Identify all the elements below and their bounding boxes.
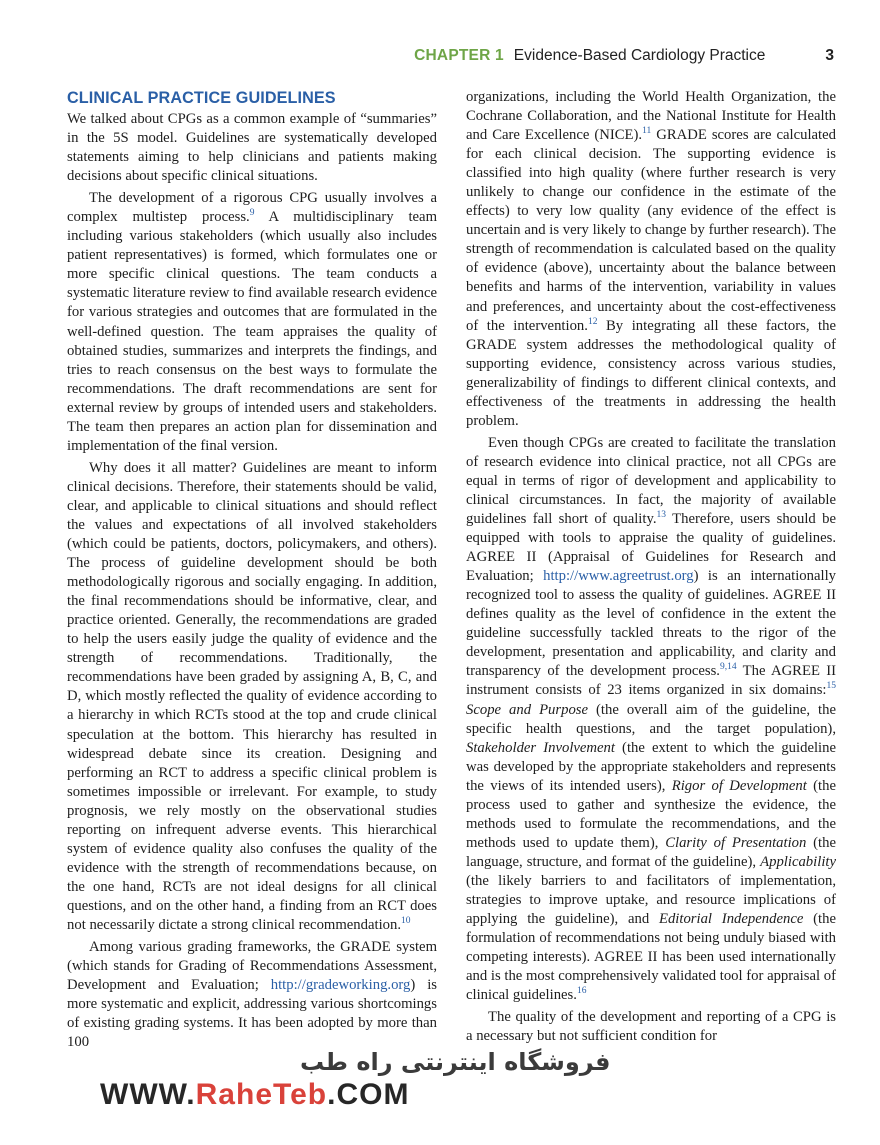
reference-marker[interactable]: 15: [826, 681, 836, 692]
running-header: [414, 47, 834, 65]
reference-marker[interactable]: 16: [576, 986, 587, 997]
reference-marker[interactable]: 13: [656, 510, 667, 521]
reference-marker[interactable]: 12: [587, 316, 598, 327]
watermark: WWW.RaheTeb.COM: [100, 1078, 410, 1111]
domain-term: Stakeholder Involvement: [466, 739, 615, 756]
reference-marker[interactable]: 11: [642, 126, 652, 137]
reference-marker[interactable]: 9: [249, 208, 255, 219]
reference-marker[interactable]: 9,14: [719, 662, 737, 673]
chapter-title: Evidence-Based Cardiology Practice: [513, 47, 766, 64]
paragraph: Even though CPGs are created to facilitate the translation of research evidence into clinical practice, not all CPGs are equal in terms of rigor of development and applicability to clinical circumstances. In fact, the majority of available guidelines fall short of quality.$^{13}$ Therefore, users should be equipped with tools to appraise the quality of guidelines. AGREE II (Appraisal of Guidelines for Research and Evaluation; http://www.agreetrust.org) is an internationally recognized tool to assess the quality of guidelines. AGREE II defines quality as the level of confidence in the extent the guideline successfully tackled threats to the rigor of the development, presentation and applicability, and clarity and transparency of the development process.$^{9,14}$ The AGREE II instrument consists of 23 items organized in six domains:$^{15}$ Scope and Purpose (the overall aim of the guideline, the specific health questions, and the target population), Stakeholder Involvement (the extent to which the guideline was developed by the appropriate stakeholders and represents the views of its intended users), Rigor of Development (the process used to gather and synthesize the evidence, the methods used to formulate the recommendations, and the methods used to update them), Clarity of Presentation (the language, structure, and format of the guideline), Applicability (the likely barriers to and facilitators of implementation, strategies to improve uptake, and resource implications of applying the guideline), and Editorial Independence (the formulation of recommendations not being unduly biased with competing interests). AGREE II has been used internationally and is the most comprehensively validated tool for appraisal of clinical guidelines.$^{16}$: [466, 434, 837, 1004]
domain-term: Rigor of Development: [671, 777, 807, 794]
paragraph: Among various grading frameworks, the GRADE system (which stands for Grading of Recommendations Assessment, Development and Evaluation; http://gradeworking.org) is more systematic and explicit, addressing various shortcomings of existing grading systems. It has been adopted by more than 100: [67, 939, 437, 1051]
domain-term: Clarity of Presentation: [665, 834, 807, 851]
page-number: 3: [825, 47, 834, 64]
watermark-persian: فروشگاه اینترنتی راه طب: [300, 1048, 611, 1076]
paragraph: The development of a rigorous CPG usually involves a complex multistep process.$^9$ A multidisciplinary team including various stakeholders (which usually also includes patient representatives) is formed, which formulates one or more specific clinical questions. The team conducts a systematic literature review to find available research evidence for various strategies and outcomes that are formulated in the well-defined question. The team appraises the quality of obtained studies, summarizes and interprets the findings, and tries to reach consensus on the best ways to formulate the recommendations. The draft recommendations are sent for external review by groups of intended users and stakeholders. The team then prepares an action plan for dissemination and implementation of the final version.: [67, 190, 437, 454]
chapter-label: CHAPTER 1: [414, 47, 504, 64]
left-column: [67, 88, 437, 1055]
paragraph: Why does it all matter? Guidelines are meant to inform clinical decisions. Therefore, their statements should be valid, clear, and applicable to clinical situations and should reflect the values and expectations of all involved stakeholders (which could be patients, doctors, policymakers, and others). The process of guideline development should be both methodologically rigorous and socially engaging. In addition, the final recommendations should be informative, clear, and practice oriented. Generally, the recommendations are graded to help the users easily judge the quality of evidence and the strength of recommendations. Traditionally, the recommendations have been graded by assigning A, B, C, and D, which mostly reflected the quality of evidence according to a hierarchy in which RCTs stood at the top and crude clinical speculation at the bottom. This hierarchy has resulted in widespread debate since its creation. Designing and performing an RCT to address a specific clinical problem is sometimes impossible or irrelevant. For example, to study prognosis, we rely mostly on the observational studies reporting on infrequent adverse events. This hierarchical system of evidence quality also confuses the quality of the evidence with the strength of recommendations because, on the one hand, RCTs are not ideal designs for all clinical questions, and on the other hand, a finding from an RCT does not necessarily dictate a strong clinical recommendation.$^{10}$: [67, 459, 437, 933]
domain-term: Applicability: [760, 853, 836, 870]
domain-term: Editorial Independence: [658, 911, 804, 928]
grade-link[interactable]: http://gradeworking.org: [270, 977, 411, 994]
paragraph: organizations, including the World Health Organization, the Cochrane Collaboration, and the National Institute for Health and Care Excellence (NICE).$^{11}$ GRADE scores are calculated for each clinical decision. The supporting evidence is classified into high quality (where further research is very unlikely to change our confidence in the estimate of the effects) to very low quality (any evidence of the effect is uncertain and is very likely to change by further research). The strength of recommendation is calculated based on the quality of evidence (above), uncertainty about the balance between benefits and harms of the intervention, variability in values and preferences, and uncertainty about the cost-effectiveness of the intervention.$^{12}$ By integrating all these factors, the GRADE system addresses the methodological quality of supporting evidence, consistency across various studies, generalizability of findings to different clinical contexts, and effectiveness of the treatments in addressing the health problem.: [466, 89, 837, 429]
domain-term: Scope and Purpose: [466, 701, 589, 718]
paragraph: We talked about CPGs as a common example of “summaries” in the 5S model. Guidelines are systematically developed statements aiming to help clinicians and patients making decisions about specific clinical situations.: [67, 111, 437, 185]
reference-marker[interactable]: 10: [401, 916, 411, 927]
right-column: [466, 88, 836, 1049]
section-heading: CLINICAL PRACTICE GUIDELINES: [67, 89, 336, 107]
agree-link[interactable]: http://www.agreetrust.org: [543, 568, 694, 585]
paragraph: The quality of the development and reporting of a CPG is a necessary but not sufficient condition for: [466, 1009, 836, 1045]
